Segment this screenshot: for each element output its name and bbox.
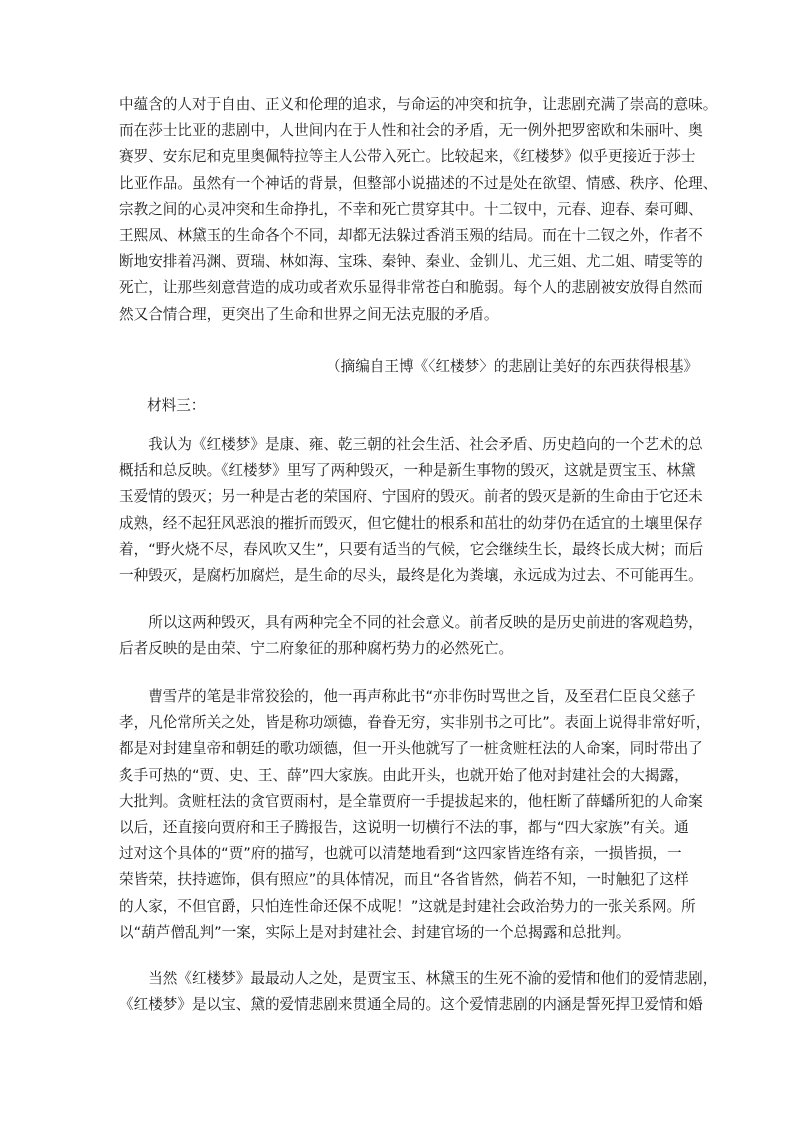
paragraph-material-two-end xyxy=(119,92,718,328)
text-line: 比亚作品。虽然有一个神话的背景，但整部小说描述的不过是处在欲望、情感、秩序、伦理、 xyxy=(119,174,718,192)
text-line: 王熙凤、林黛玉的生命各个不同，却都无法躲过香消玉殒的结局。而在十二钗之外，作者不 xyxy=(119,226,703,244)
text-line: 概括和总反映。《红楼梦》里写了两种毁灭，一种是新生事物的毁灭，这就是贾宝玉、林黛 xyxy=(119,462,696,480)
text-line: 断地安排着冯渊、贾瑞、林如海、宝珠、秦钟、秦业、金钏儿、尤三姐、尤二姐、晴雯等的 xyxy=(119,253,703,271)
text-line: 的人家，不但官爵，只怕连性命还保不成呢！”这就是封建社会政治势力的一张关系网。所 xyxy=(119,897,696,915)
text-line: 大批判。贪赃枉法的贪官贾雨村，是全靠贾府一手提拔起来的，他枉断了薛蟠所犯的人命案 xyxy=(119,792,703,810)
text-line: 孝，凡伦常所关之处，皆是称功颂德，眷眷无穷，实非别书之可比”。表面上说得非常好听， xyxy=(119,714,711,732)
text-line: 以后，还直接向贾府和王子腾报告，这说明一切横行不法的事，都与“四大家族”有关。通 xyxy=(119,818,689,836)
text-line: 当然《红楼梦》最最动人之处，是贾宝玉、林黛玉的生死不渝的爱情和他们的爱情悲剧， xyxy=(119,970,718,987)
source-citation: （摘编自王博《〈红楼梦〉的悲剧让美好的东西获得根基》 xyxy=(326,358,699,375)
text-line: 后者反映的是由荣、宁二府象征的那种腐朽势力的必然死亡。 xyxy=(119,640,514,658)
text-line: 荣皆荣，扶持遮饰，俱有照应”的具体情况，而且“各省皆然，倘若不知，一时触犯了这样 xyxy=(119,871,689,889)
text-line: 都是对封建皇帝和朝廷的歌功颂德，但一开头他就写了一桩贪赃枉法的人命案，同时带出了 xyxy=(119,740,703,758)
text-line: 所以这两种毁灭，具有两种完全不同的社会意义。前者反映的是历史前进的客观趋势， xyxy=(119,614,703,631)
text-line: 死亡，让那些刻意营造的成功或者欢乐显得非常苍白和脆弱。每个人的悲剧被安放得自然而 xyxy=(119,279,703,297)
text-line: 一种毁灭，是腐朽加腐烂，是生命的尽头，最终是化为粪壤，永远成为过去、不可能再生。 xyxy=(119,566,703,584)
text-line: 成熟，经不起狂风恶浪的摧折而毁灭，但它健壮的根系和茁壮的幼芽仍在适宜的土壤里保存 xyxy=(119,514,703,532)
text-line: 以“葫芦僧乱判”一案，实际上是对封建社会、封建官场的一个总揭露和总批判。 xyxy=(119,923,631,941)
text-line: 我认为《红楼梦》是康、雍、乾三朝的社会生活、社会矛盾、历史趋向的一个艺术的总 xyxy=(119,436,703,453)
paragraph-cao-xueqin xyxy=(119,684,711,946)
text-line: 过对这个具体的“贾”府的描写，也就可以清楚地看到“这四家皆连络有亲，一损皆损，一 xyxy=(119,845,682,863)
text-line: 曹雪芹的笔是非常狡狯的，他一再声称此书“亦非伤时骂世之旨，及至君仁臣良父慈子 xyxy=(119,688,696,705)
text-line: 玉爱情的毁灭；另一种是古老的荣国府、宁国府的毁灭。前者的毁灭是新的生命由于它还未 xyxy=(119,488,703,506)
paragraph-social-meaning xyxy=(119,610,703,662)
text-line: 宗教之间的心灵冲突和生命挣扎，不幸和死亡贯穿其中。十二钗中，元春、迎春、秦可卿、 xyxy=(119,200,703,218)
section-heading-material-three: 材料三： xyxy=(147,397,206,414)
text-line: 然又合情合理，更突出了生命和世界之间无法克服的矛盾。 xyxy=(119,305,499,323)
text-line: 《红楼梦》是以宝、黛的爱情悲剧来贯通全局的。这个爱情悲剧的内涵是誓死捍卫爱情和婚 xyxy=(119,996,703,1014)
paragraph-two-destructions xyxy=(119,432,704,589)
text-line: 赛罗、安东尼和克里奥佩特拉等主人公带入死亡。比较起来，《红楼梦》似乎更接近于莎士 xyxy=(119,148,696,166)
text-line: 而在莎士比亚的悲剧中，人世间内在于人性和社会的矛盾，无一例外把罗密欧和朱丽叶、奥 xyxy=(119,122,703,140)
paragraph-love-tragedy xyxy=(119,966,718,1018)
text-line: 炙手可热的“贾、史、王、薛”四大家族。由此开头，也就开始了他对封建社会的大揭露， xyxy=(119,766,689,784)
text-line: 着，“野火烧不尽，春风吹又生”，只要有适当的气候，它会继续生长，最终长成大树；而后 xyxy=(119,540,704,558)
text-line: 中蕴含的人对于自由、正义和伦理的追求，与命运的冲突和抗争，让悲剧充满了崇高的意味。 xyxy=(119,96,718,113)
